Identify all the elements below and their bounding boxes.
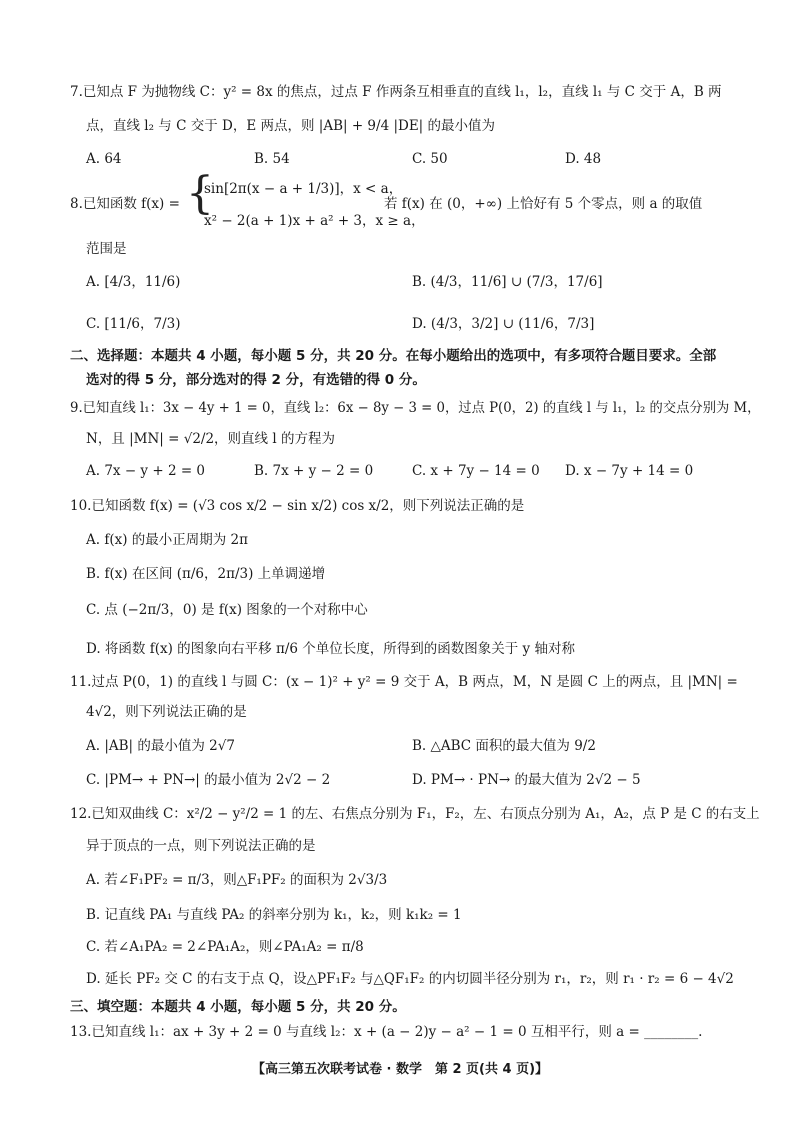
q7-line1: 7.已知点 F 为抛物线 C：y² = 8x 的焦点，过点 F 作两条互相垂直的直线 l₁，l₂，直线 l₁ 与 C 交于 A，B 两 [70, 84, 722, 100]
q9-option-c: C. x + 7y − 14 = 0 [412, 463, 540, 479]
q8-option-a: A. [4/3，11/6) [86, 274, 181, 290]
q8-line2: 范围是 [86, 241, 127, 257]
q9-option-b: B. 7x + y − 2 = 0 [254, 463, 374, 479]
q12-line2: 异于顶点的一点，则下列说法正确的是 [86, 838, 316, 854]
q11-option-a: A. |AB| 的最小值为 2√7 [86, 738, 235, 754]
q10-stem: 10.已知函数 f(x) = (√3 cos x/2 − sin x/2) cos x/2，则下列说法正确的是 [70, 498, 525, 514]
q12-option-c: C. 若∠A₁PA₂ = 2∠PA₁A₂，则∠PA₁A₂ = π/8 [86, 939, 364, 955]
piecewise-brace: { [186, 168, 214, 219]
q13-line1: 13.已知直线 l₁：ax + 3y + 2 = 0 与直线 l₂：x + (a − 2)y − a² − 1 = 0 互相平行，则 a = ________. [70, 1024, 703, 1040]
q10-option-d: D. 将函数 f(x) 的图象向右平移 π/6 个单位长度，所得到的函数图象关于 y 轴对称 [86, 641, 575, 657]
q11-line2: 4√2，则下列说法正确的是 [86, 704, 247, 720]
q11-option-c: C. |PM→ + PN→| 的最小值为 2√2 − 2 [86, 772, 331, 788]
q8-option-d: D. (4/3，3/2] ∪ (11/6，7/3] [412, 316, 595, 332]
q8-prefix: 8.已知函数 f(x) = [70, 196, 180, 212]
q12-option-b: B. 记直线 PA₁ 与直线 PA₂ 的斜率分别为 k₁，k₂，则 k₁k₂ = 1 [86, 907, 462, 923]
section3-line1: 三、填空题：本题共 4 小题，每小题 5 分，共 20 分。 [70, 999, 406, 1015]
q11-option-d: D. PM→ · PN→ 的最大值为 2√2 − 5 [412, 772, 641, 788]
q8-case1: sin[2π(x − a + 1/3)]，x < a， [204, 181, 403, 197]
section2-line1: 二、选择题：本题共 4 小题，每小题 5 分，共 20 分。在每小题给出的选项中，有多项符合题目要求。全部 [70, 348, 717, 364]
q8-case2: x² − 2(a + 1)x + a² + 3，x ≥ a， [204, 213, 425, 229]
q10-option-a: A. f(x) 的最小正周期为 2π [86, 532, 249, 548]
q12-option-a: A. 若∠F₁PF₂ = π/3，则△F₁PF₂ 的面积为 2√3/3 [86, 872, 388, 888]
q10-option-b: B. f(x) 在区间 (π/6，2π/3) 上单调递增 [86, 566, 326, 582]
q7-option-a: A. 64 [86, 151, 122, 167]
section2-line2: 选对的得 5 分，部分选对的得 2 分，有选错的得 0 分。 [86, 372, 426, 388]
q8-option-c: C. [11/6，7/3) [86, 316, 181, 332]
q8-suffix: 若 f(x) 在 (0，+∞) 上恰好有 5 个零点，则 a 的取值 [384, 196, 703, 212]
q9-line1: 9.已知直线 l₁：3x − 4y + 1 = 0，直线 l₂：6x − 8y − 3 = 0，过点 P(0，2) 的直线 l 与 l₁，l₂ 的交点分别为 M， [70, 400, 761, 416]
q7-line2: 点，直线 l₂ 与 C 交于 D，E 两点，则 |AB| + 9/4 |DE| 的最小值为 [86, 118, 496, 134]
q10-option-c: C. 点 (−2π/3，0) 是 f(x) 图象的一个对称中心 [86, 602, 368, 618]
q7-option-d: D. 48 [565, 151, 602, 167]
q12-line1: 12.已知双曲线 C：x²/2 − y²/2 = 1 的左、右焦点分别为 F₁，F₂，左、右顶点分别为 A₁，A₂，点 P 是 C 的右支上 [70, 806, 760, 822]
q9-option-a: A. 7x − y + 2 = 0 [86, 463, 206, 479]
q9-option-d: D. x − 7y + 14 = 0 [565, 463, 694, 479]
q12-option-d: D. 延长 PF₂ 交 C 的右支于点 Q，设△PF₁F₂ 与△QF₁F₂ 的内切圆半径分别为 r₁，r₂，则 r₁ · r₂ = 6 − 4√2 [86, 971, 734, 987]
q11-option-b: B. △ABC 面积的最大值为 9/2 [412, 738, 596, 754]
q7-option-b: B. 54 [254, 151, 290, 167]
q11-line1: 11.过点 P(0，1) 的直线 l 与圆 C：(x − 1)² + y² = 9 交于 A，B 两点，M，N 是圆 C 上的两点，且 |MN| = [70, 674, 738, 690]
page-footer: 【高三第五次联考试卷 · 数学 第 2 页(共 4 页)】 [251, 1062, 549, 1077]
q8-option-b: B. (4/3，11/6] ∪ (7/3，17/6] [412, 274, 603, 290]
q7-option-c: C. 50 [412, 151, 448, 167]
q9-line2: N，且 |MN| = √2/2，则直线 l 的方程为 [86, 431, 335, 447]
